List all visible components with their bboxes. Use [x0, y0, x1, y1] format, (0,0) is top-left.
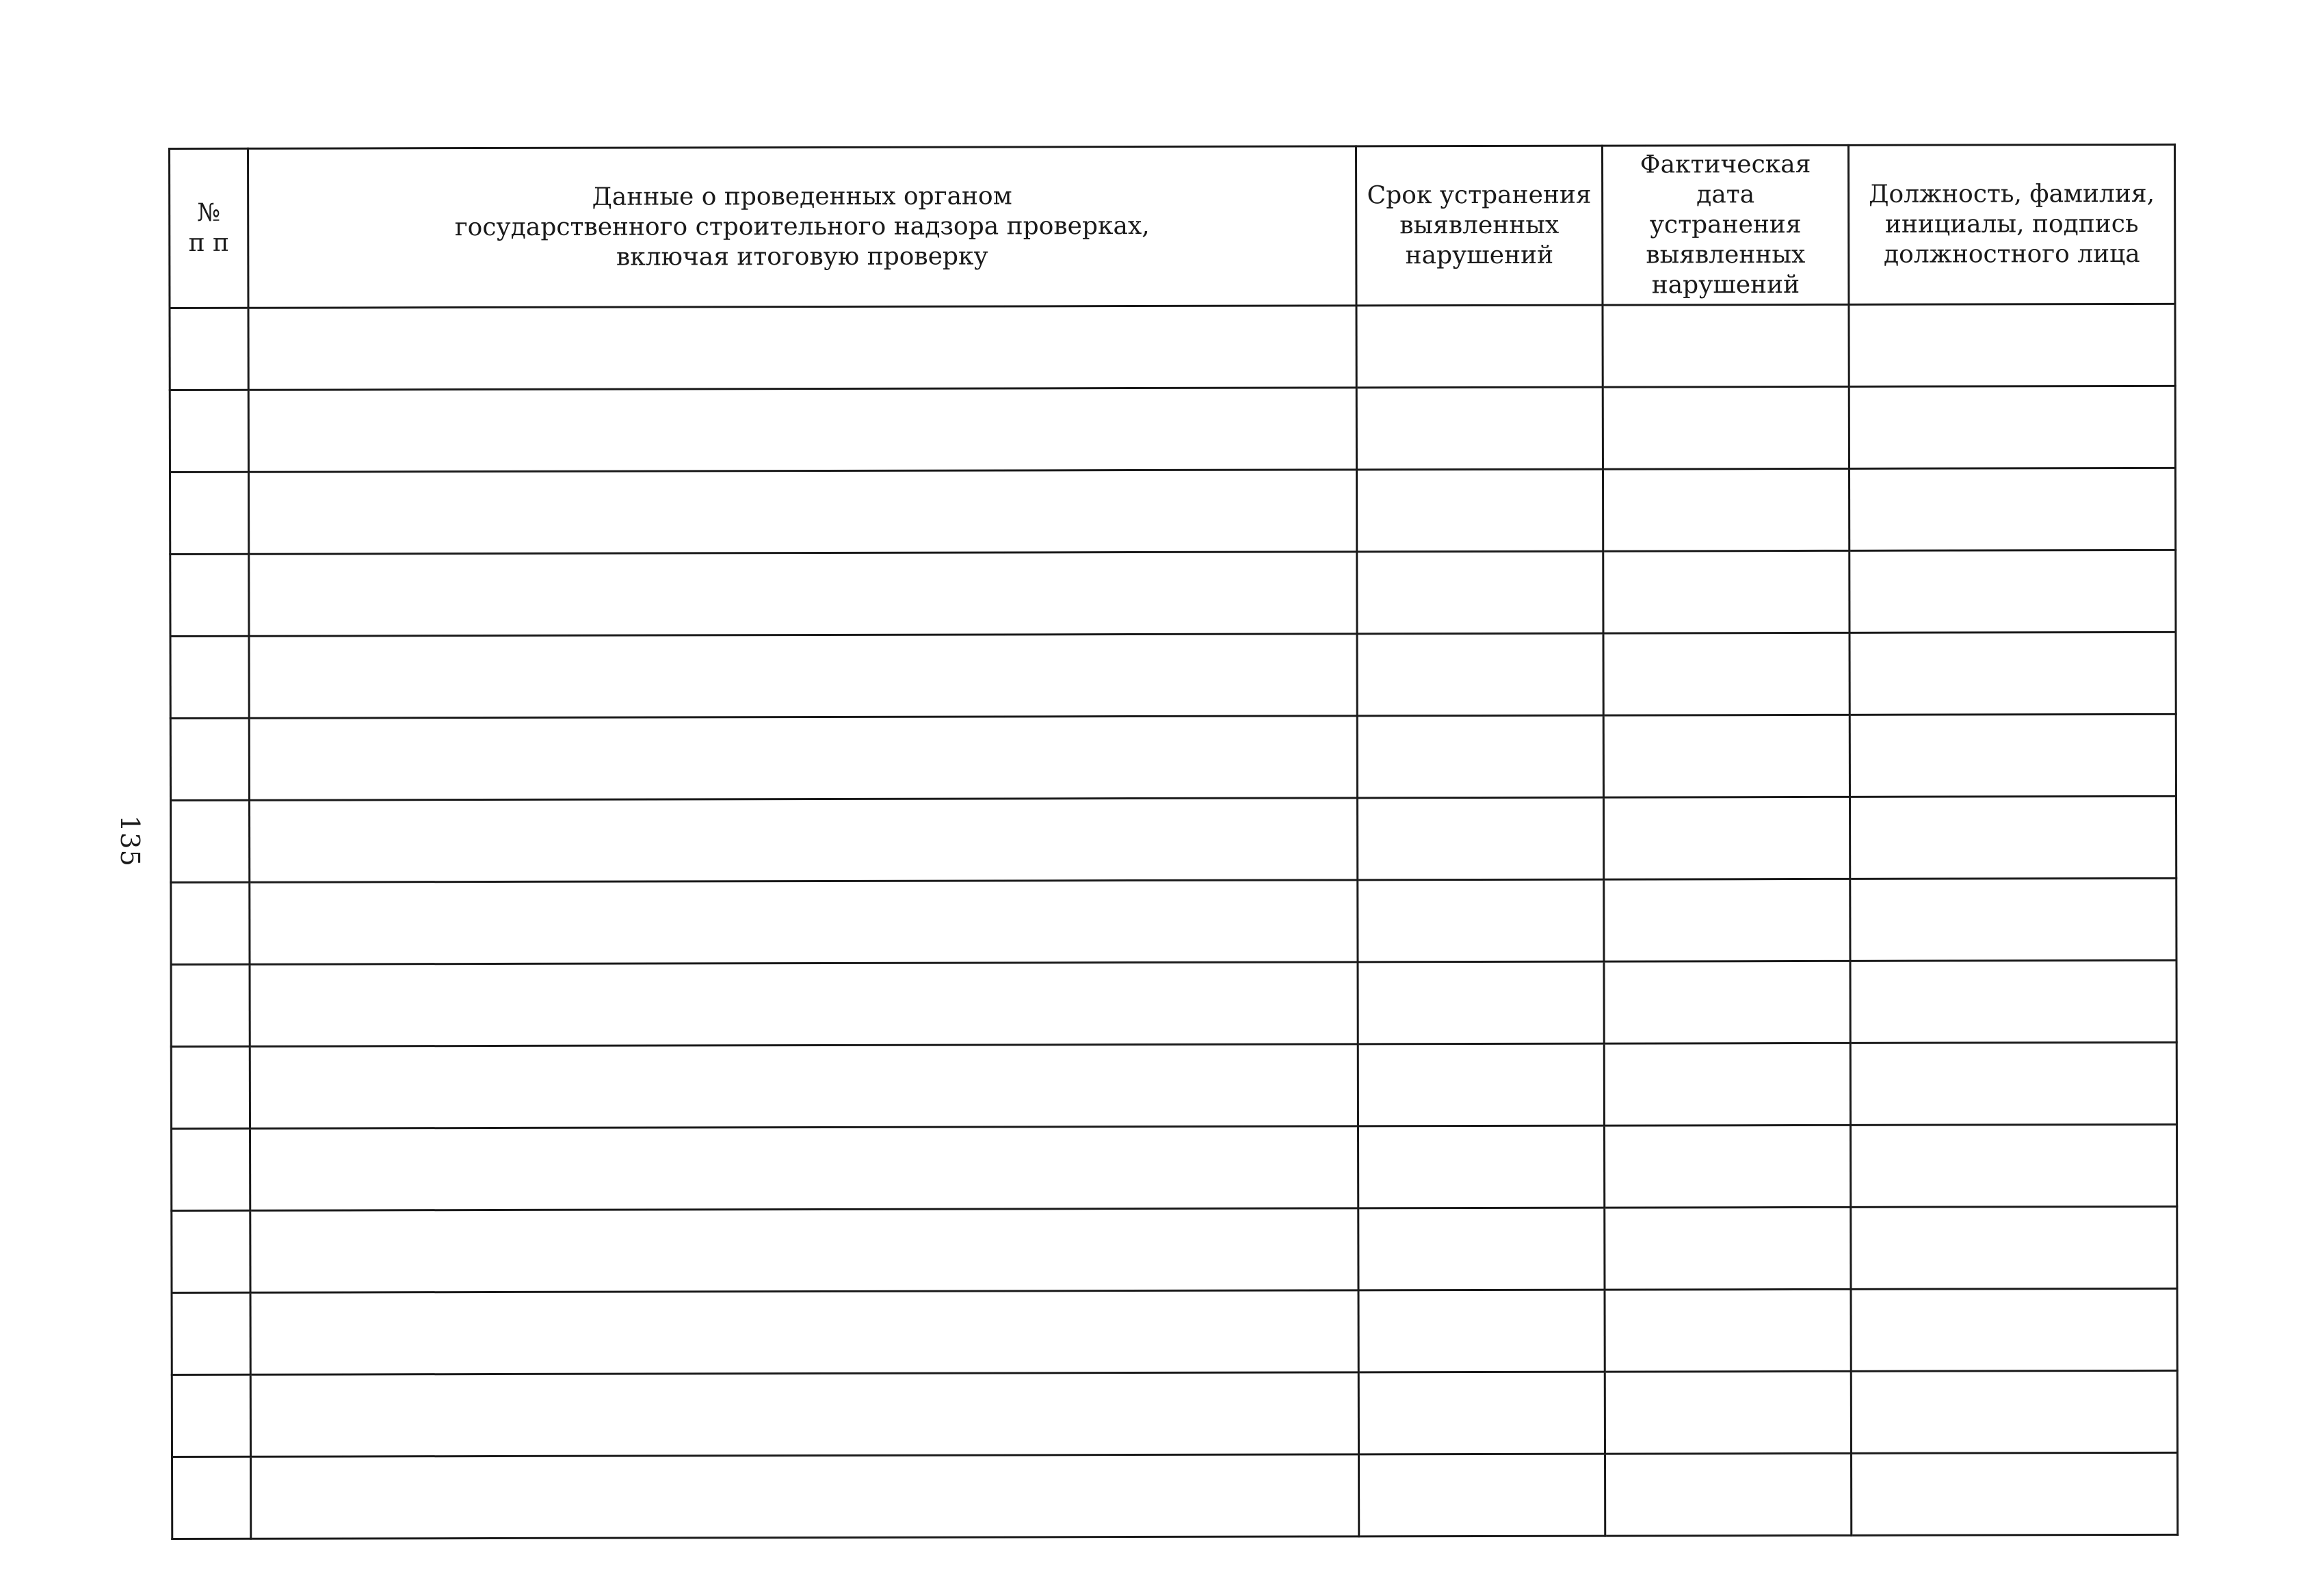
cell-number	[170, 390, 248, 472]
cell-inspection-data	[250, 962, 1358, 1046]
cell-actual-date	[1603, 633, 1850, 715]
header-official-signature	[1848, 144, 2174, 304]
cell-official-signature	[1850, 1042, 2176, 1125]
header-text-line: включая итоговую проверку	[616, 242, 988, 271]
table-row	[170, 386, 2175, 472]
table-body	[170, 304, 2178, 1539]
cell-actual-date	[1605, 1207, 1851, 1290]
cell-actual-date	[1603, 386, 1849, 469]
cell-deadline	[1358, 961, 1604, 1044]
cell-deadline	[1358, 879, 1604, 962]
table-row	[172, 1452, 2178, 1539]
cell-number	[170, 554, 249, 636]
cell-inspection-data	[248, 470, 1356, 554]
table-header	[170, 144, 2175, 308]
table-row	[170, 304, 2175, 390]
cell-number	[170, 718, 249, 800]
cell-deadline	[1356, 469, 1603, 552]
cell-official-signature	[1850, 714, 2176, 797]
header-text-line: выявленных	[1646, 240, 1806, 269]
header-text-line: нарушений	[1651, 271, 1800, 300]
cell-inspection-data	[248, 306, 1356, 390]
cell-inspection-data	[250, 1290, 1358, 1374]
cell-official-signature	[1851, 1206, 2177, 1289]
cell-deadline	[1358, 1043, 1604, 1126]
cell-official-signature	[1850, 960, 2176, 1043]
table-row	[172, 1370, 2177, 1457]
cell-inspection-data	[250, 1044, 1358, 1128]
header-inspection-data	[248, 146, 1356, 308]
cell-official-signature	[1849, 386, 2175, 468]
cell-official-signature	[1851, 1288, 2177, 1371]
cell-inspection-data	[250, 880, 1358, 964]
cell-deadline	[1359, 1454, 1605, 1537]
header-text-line: №	[197, 198, 221, 227]
header-number	[170, 148, 248, 308]
cell-number	[171, 964, 250, 1046]
cell-official-signature	[1850, 796, 2176, 879]
header-text-line: Данные о проведенных органом	[592, 182, 1012, 211]
cell-deadline	[1357, 715, 1603, 798]
cell-official-signature	[1849, 304, 2175, 386]
table-row	[170, 550, 2176, 636]
cell-actual-date	[1603, 304, 1849, 387]
cell-inspection-data	[248, 388, 1356, 472]
table-row	[170, 632, 2176, 718]
cell-inspection-data	[249, 552, 1357, 636]
header-deadline	[1356, 146, 1602, 306]
cell-number	[172, 1128, 250, 1210]
cell-deadline	[1357, 797, 1603, 880]
cell-actual-date	[1603, 468, 1849, 551]
cell-official-signature	[1849, 468, 2175, 550]
header-text-line: государственного строительного надзора проверках,	[454, 211, 1150, 242]
cell-number	[171, 1046, 250, 1128]
cell-deadline	[1358, 1372, 1605, 1454]
cell-number	[172, 1457, 251, 1539]
table-row	[171, 960, 2176, 1046]
header-text-line: Фактическая дата	[1640, 150, 1811, 209]
cell-inspection-data	[250, 1126, 1358, 1210]
cell-official-signature	[1851, 1370, 2177, 1453]
inspection-journal-table	[168, 144, 2179, 1540]
cell-actual-date	[1604, 879, 1850, 961]
table-row	[172, 1288, 2177, 1374]
cell-deadline	[1356, 305, 1603, 388]
table-row	[171, 878, 2176, 964]
header-text-line: инициалы, подпись	[1884, 209, 2139, 239]
cell-inspection-data	[251, 1454, 1359, 1539]
cell-actual-date	[1604, 1125, 1850, 1208]
table-row	[170, 796, 2176, 882]
cell-number	[170, 308, 248, 390]
cell-actual-date	[1604, 961, 1850, 1043]
cell-number	[172, 1292, 250, 1374]
table-row	[172, 1206, 2177, 1292]
cell-number	[172, 1374, 250, 1457]
page-number: 135	[115, 815, 145, 867]
cell-actual-date	[1604, 1043, 1850, 1126]
cell-official-signature	[1850, 632, 2176, 715]
header-row	[170, 144, 2175, 308]
cell-inspection-data	[250, 1208, 1358, 1292]
cell-actual-date	[1603, 797, 1850, 879]
cell-official-signature	[1852, 1452, 2178, 1535]
header-text-line: нарушений	[1405, 241, 1554, 270]
table-row	[170, 714, 2176, 800]
table-row	[172, 1124, 2177, 1210]
table-row	[171, 1042, 2176, 1128]
cell-deadline	[1357, 551, 1603, 634]
cell-number	[171, 882, 250, 964]
cell-inspection-data	[249, 716, 1357, 800]
cell-official-signature	[1850, 878, 2176, 961]
header-actual-date	[1602, 145, 1848, 305]
header-text-line: п п	[188, 228, 230, 257]
header-text-line: выявленных	[1399, 211, 1560, 240]
cell-actual-date	[1603, 715, 1850, 797]
cell-deadline	[1356, 387, 1603, 470]
table-row	[170, 468, 2175, 554]
header-text-line: должностного лица	[1883, 239, 2140, 269]
header-text-line: Срок устранения	[1367, 181, 1592, 210]
header-text-line: Должность, фамилия,	[1869, 179, 2155, 209]
cell-number	[170, 472, 248, 554]
cell-actual-date	[1605, 1453, 1852, 1536]
cell-official-signature	[1850, 550, 2176, 633]
cell-deadline	[1358, 1208, 1605, 1290]
cell-actual-date	[1603, 550, 1850, 633]
cell-official-signature	[1850, 1124, 2176, 1207]
cell-deadline	[1357, 633, 1603, 716]
cell-inspection-data	[250, 1372, 1358, 1457]
cell-inspection-data	[249, 798, 1357, 882]
cell-inspection-data	[249, 634, 1357, 718]
cell-deadline	[1358, 1290, 1605, 1372]
cell-actual-date	[1605, 1371, 1851, 1454]
cell-number	[170, 800, 249, 882]
header-text-line: устранения	[1649, 210, 1802, 239]
cell-number	[172, 1210, 250, 1292]
cell-deadline	[1358, 1126, 1605, 1208]
cell-actual-date	[1605, 1289, 1851, 1372]
cell-number	[170, 636, 249, 718]
